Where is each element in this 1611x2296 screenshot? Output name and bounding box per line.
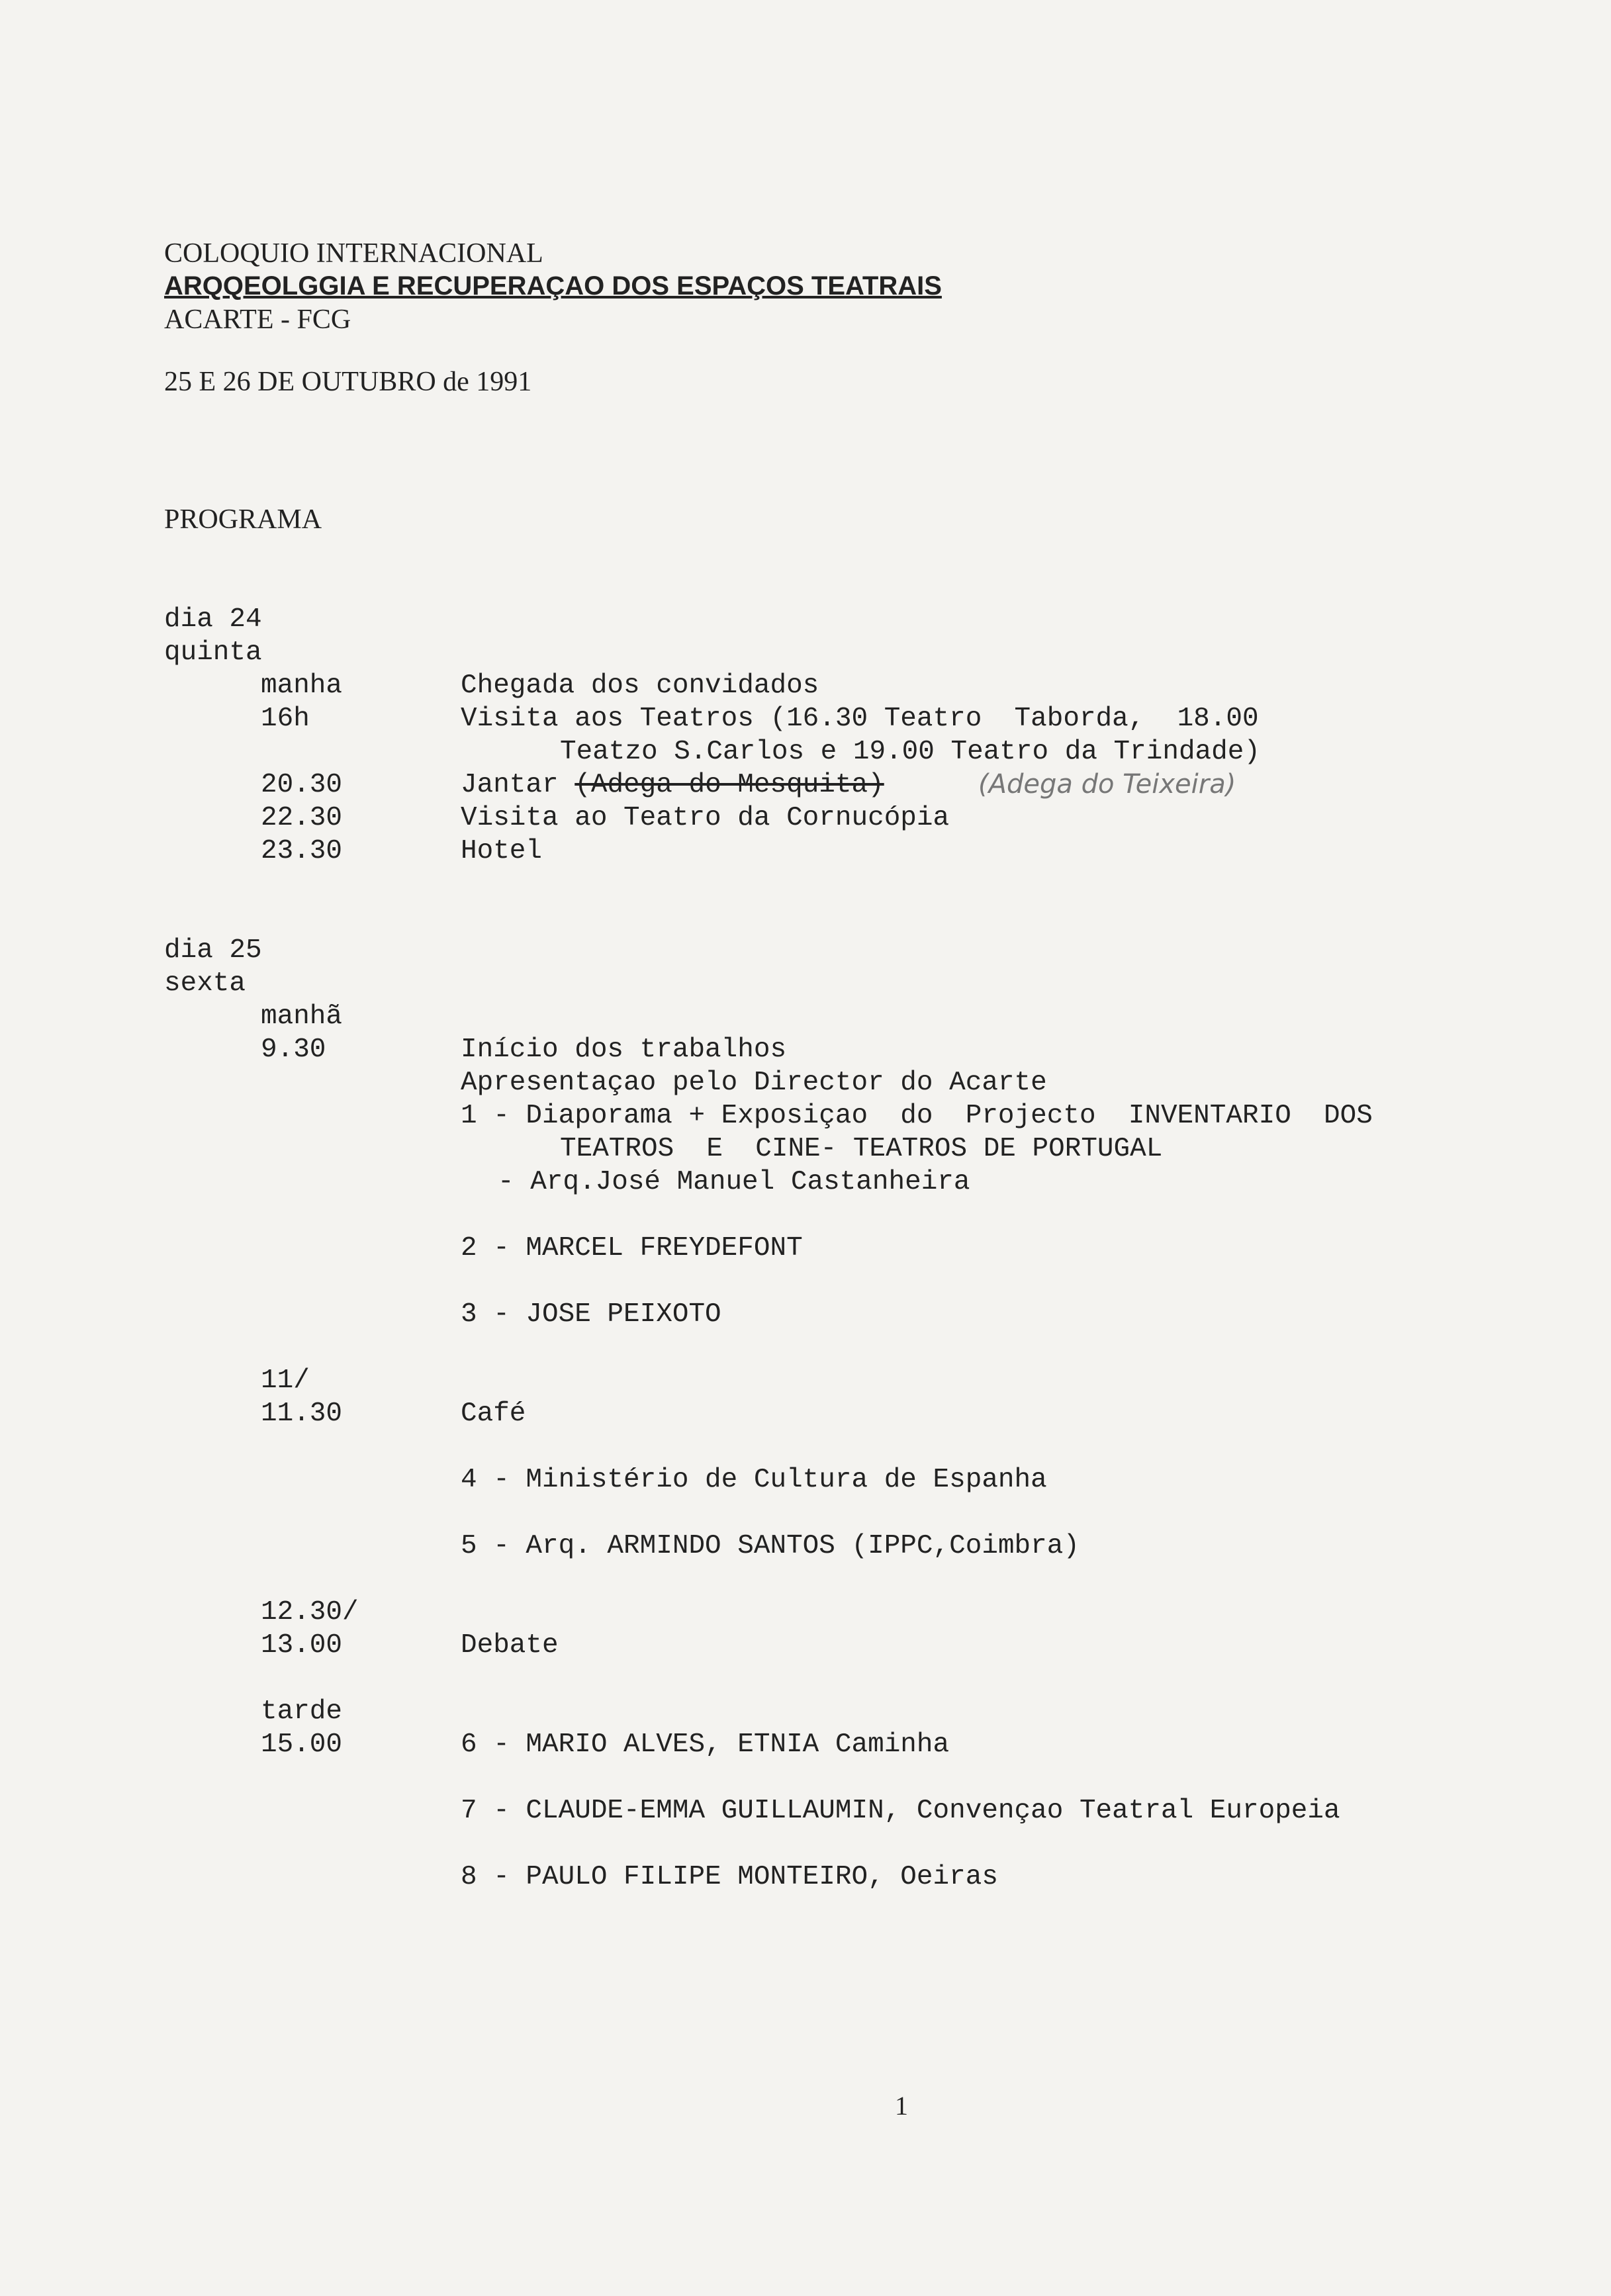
schedule-text: Hotel [461,836,543,866]
schedule-text: Debate [461,1630,559,1661]
conference-subtitle: ARQQEOLGGIA E RECUPERAÇAO DOS ESPAÇOS TEATRAIS [164,271,942,300]
schedule-text-continuation: Teatzo S.Carlos e 19.00 Teatro da Trindade) [560,737,1260,767]
program-item-4: 4 - Ministério de Cultura de Espanha [461,1465,1047,1495]
schedule-text: Visita aos Teatros (16.30 Teatro Taborda, 18.00 [461,704,1259,734]
schedule-time: tarde [261,1696,343,1727]
program-item-5: 5 - Arq. ARMINDO SANTOS (IPPC,Coimbra) [461,1531,1080,1561]
program-item-1: 1 - Diaporama + Exposiçao do Projecto INVENTARIO DOS [461,1101,1373,1131]
schedule-text: Café [461,1399,526,1429]
program-item-8: 8 - PAULO FILIPE MONTEIRO, Oeiras [461,1862,998,1892]
schedule-time: 9.30 [261,1034,326,1065]
schedule-text: Apresentaçao pelo Director do Acarte [461,1068,1047,1098]
schedule-time: 11/ [261,1365,310,1396]
day-25-label: dia 25 [164,935,262,966]
schedule-text: Chegada dos convidados [461,670,819,701]
handwritten-venue-note: (Adega do Teixeira) [978,769,1236,800]
schedule-time: manha [261,670,343,701]
program-item-3: 3 - JOSE PEIXOTO [461,1299,721,1330]
schedule-time: 11.30 [261,1399,343,1429]
schedule-text: Visita ao Teatro da Cornucópia [461,803,950,833]
program-item-7: 7 - CLAUDE-EMMA GUILLAUMIN, Convençao Teatral Europeia [461,1796,1340,1826]
program-item-1-author: - Arq.José Manuel Castanheira [498,1167,970,1197]
program-item-1-cont: TEATROS E CINE- TEATROS DE PORTUGAL [560,1134,1163,1164]
dinner-label: Jantar [461,770,575,800]
schedule-time: 12.30/ [261,1597,359,1628]
schedule-time: 16h [261,704,310,734]
page-number: 1 [895,2091,908,2121]
program-heading: PROGRAMA [164,504,322,535]
schedule-time: manhã [261,1001,343,1032]
organizer: ACARTE - FCG [164,304,351,335]
schedule-time: 22.30 [261,803,343,833]
day-25-weekday: sexta [164,968,246,999]
schedule-time: 20.30 [261,770,343,800]
schedule-time: 13.00 [261,1630,343,1661]
conference-dates: 25 E 26 DE OUTUBRO de 1991 [164,367,532,397]
schedule-time: 15.00 [261,1729,343,1760]
conference-title: COLOQUIO INTERNACIONAL [164,238,543,269]
program-item-6: 6 - MARIO ALVES, ETNIA Caminha [461,1729,950,1760]
schedule-text [461,772,884,799]
schedule-time: 23.30 [261,836,343,866]
schedule-text: Início dos trabalhos [461,1034,787,1065]
program-item-2: 2 - MARCEL FREYDEFONT [461,1233,803,1263]
struck-venue: (Adega do Mesquita) [575,770,884,800]
day-24-weekday: quinta [164,637,262,668]
day-24-label: dia 24 [164,604,262,635]
